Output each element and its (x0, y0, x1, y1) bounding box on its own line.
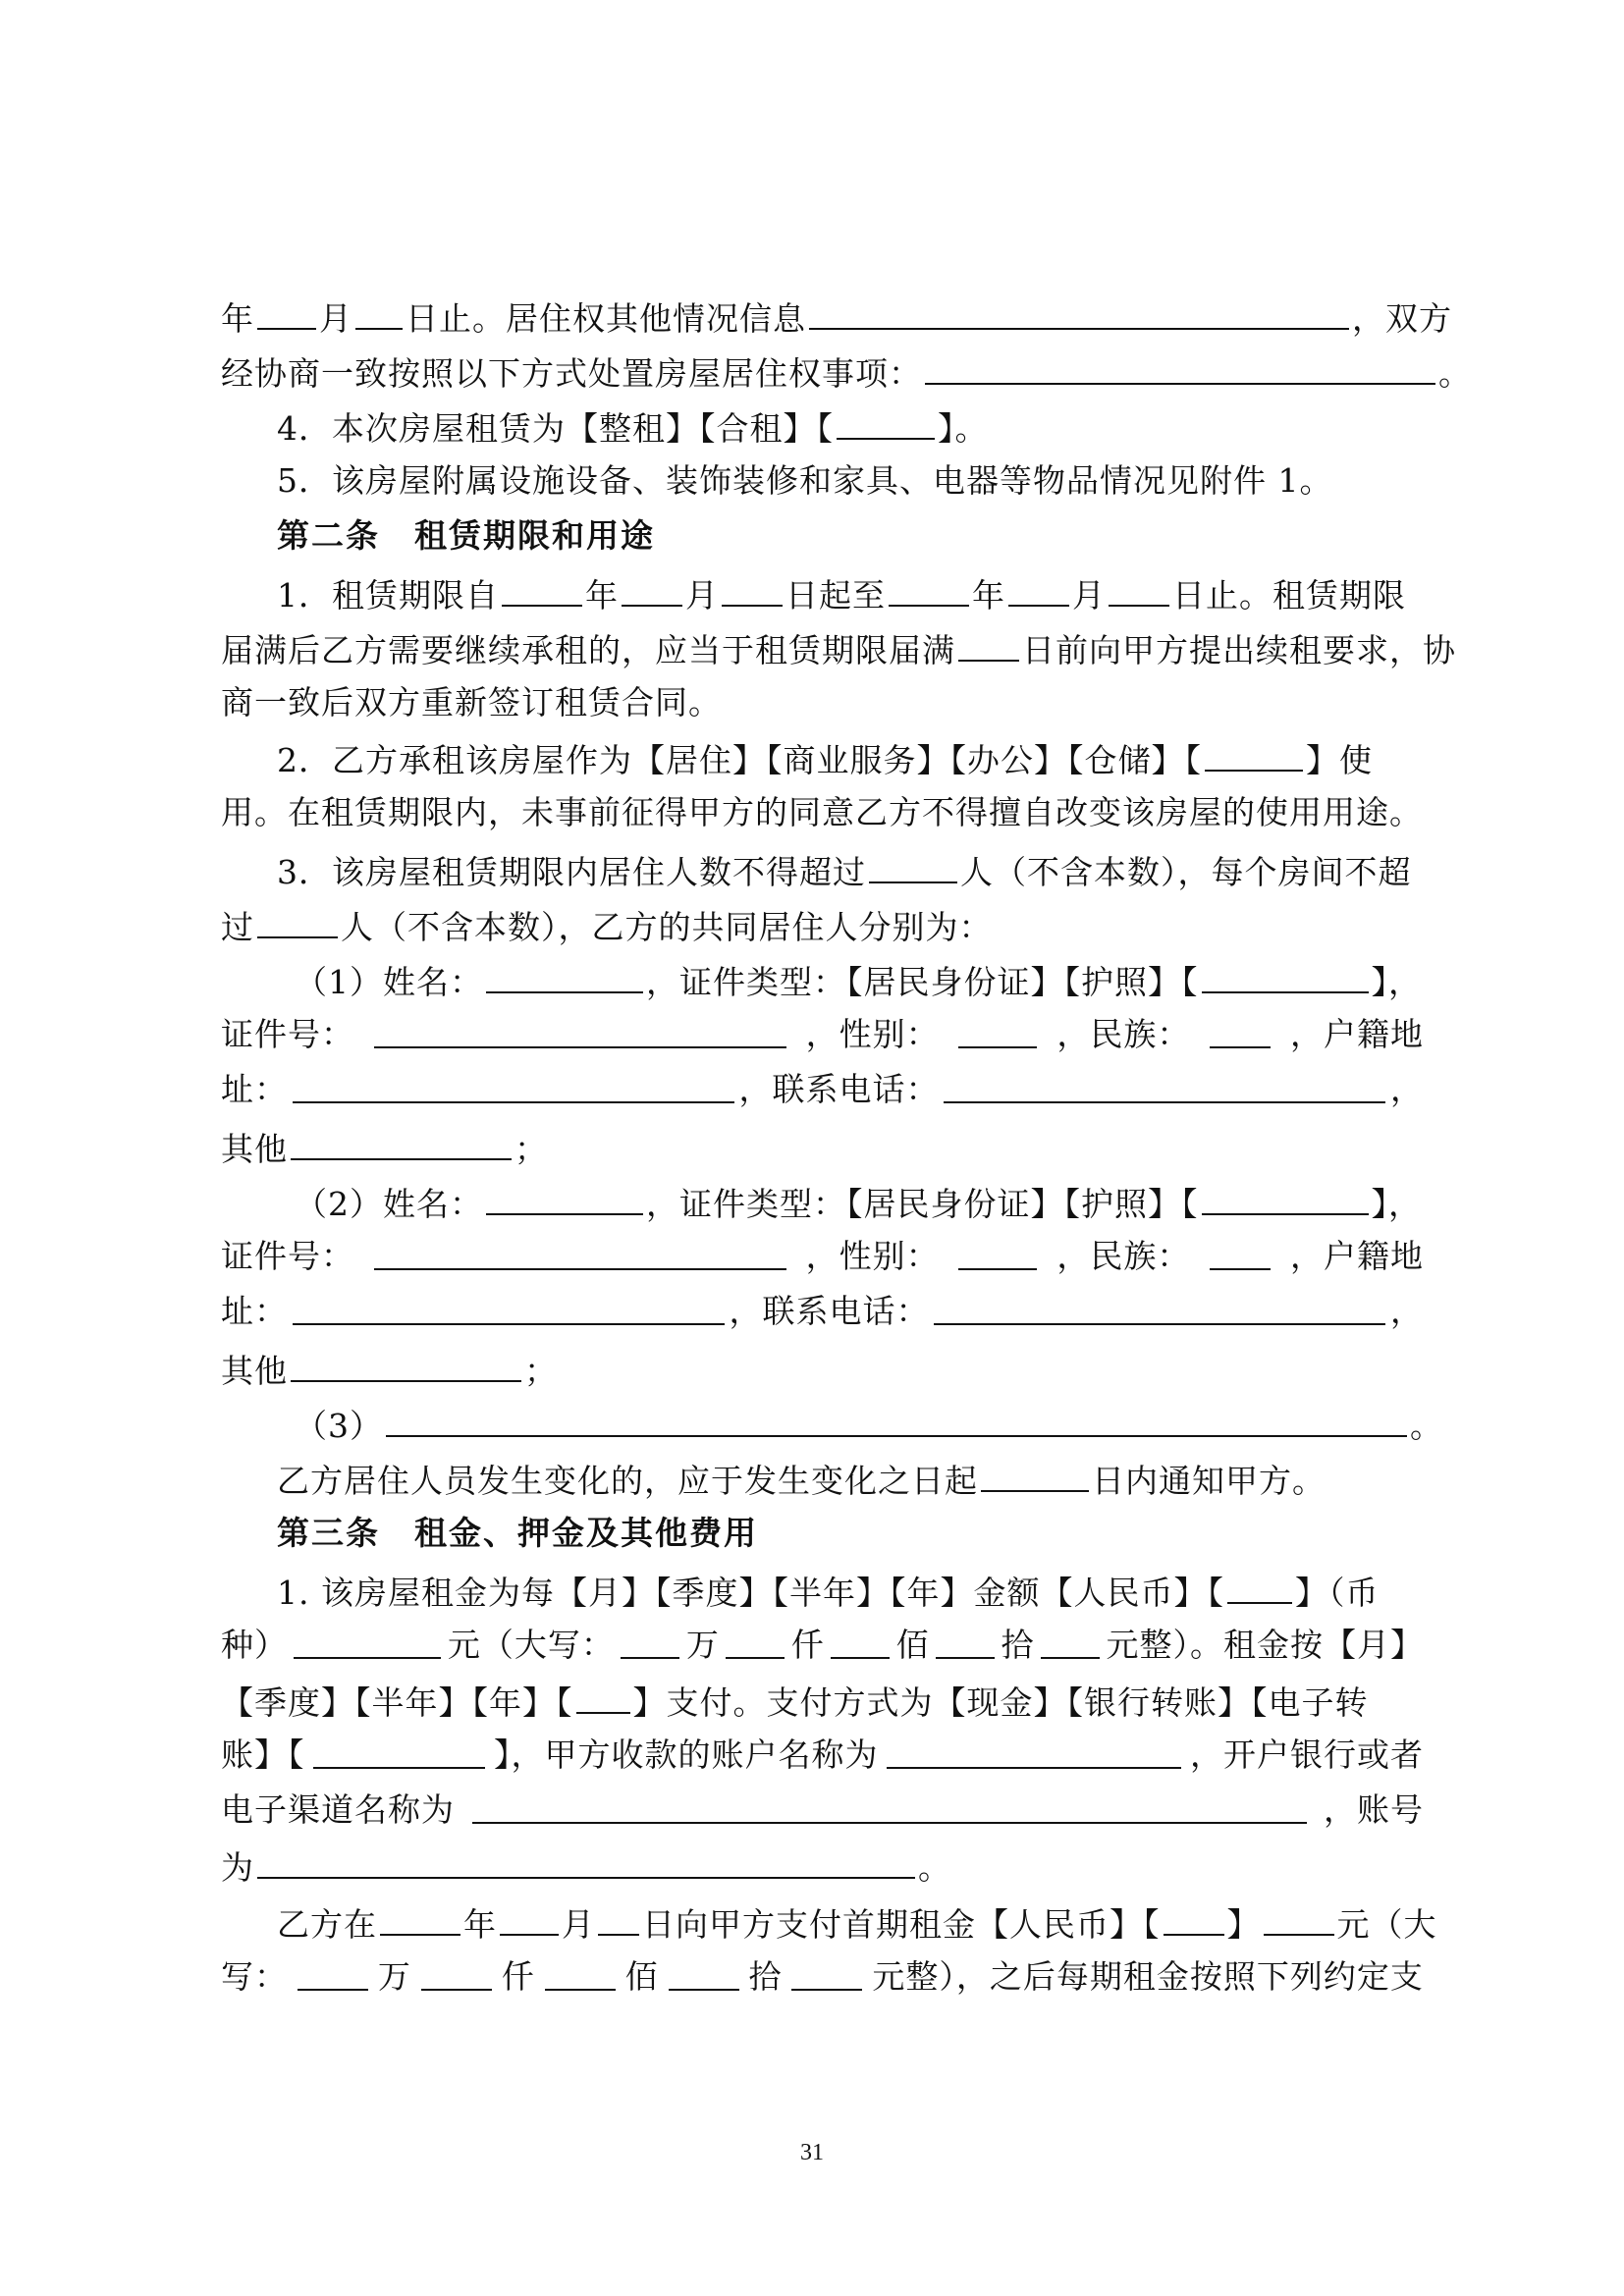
text-line: 址： ，联系电话： ， (221, 1062, 1424, 1117)
blank-field[interactable] (502, 565, 582, 607)
list-item: 3．该房屋租赁期限内居住人数不得超过 人（不含本数），每个房间不超 (277, 842, 1424, 897)
text-line: 其他 ； (221, 1119, 1424, 1174)
blank-field[interactable] (291, 1119, 512, 1160)
blank-field[interactable] (1264, 1895, 1334, 1936)
blank-field[interactable] (1041, 1618, 1100, 1659)
text-line: 用。在租赁期限内，未事前征得甲方的同意乙方不得擅自改变该房屋的使用用途。 (221, 793, 1423, 831)
blank-field[interactable] (293, 1284, 725, 1325)
blank-field[interactable] (1202, 952, 1369, 993)
text-line: 过 人（不含本数），乙方的共同居住人分别为： (221, 897, 1424, 952)
blank-field[interactable] (293, 1062, 734, 1103)
text-line: 年 月 日止。居住权其他情况信息 ，双方 (221, 289, 1424, 344)
list-item: 1. 该房屋租金为每【月】【季度】【半年】【年】金额【人民币】【 】（币 (277, 1563, 1424, 1618)
blank-field[interactable] (791, 1949, 862, 1991)
text-line: 电子渠道名称为 ，账号 (221, 1783, 1424, 1838)
cohabitant-entry: （2）姓名： ，证件类型：【居民身份证】【护照】【 】， (295, 1174, 1424, 1229)
blank-field[interactable] (486, 1174, 643, 1215)
blank-field[interactable] (598, 1895, 639, 1936)
list-item: 1．租赁期限自 年 月 日起至 年 月 日止。租赁期限 (277, 565, 1424, 620)
text-line: 账】【 】，甲方收款的账户名称为 ，开户银行或者 (221, 1728, 1424, 1783)
blank-field[interactable] (294, 1618, 441, 1659)
blank-field[interactable] (944, 1062, 1385, 1103)
blank-field[interactable] (257, 289, 316, 330)
section-heading: 第二条 租赁期限和用途 (277, 516, 655, 555)
blank-field[interactable] (622, 565, 682, 607)
blank-field[interactable] (1227, 1563, 1292, 1604)
blank-field[interactable] (472, 1783, 1307, 1824)
text-line: 为 。 (221, 1838, 1424, 1893)
list-item: 2．乙方承租该房屋作为【居住】【商业服务】【办公】【仓储】【 】使 (277, 730, 1424, 785)
text-line: 证件号： ，性别： ，民族： ，户籍地 (221, 1229, 1424, 1284)
blank-field[interactable] (576, 1673, 630, 1714)
blank-field[interactable] (1205, 730, 1303, 772)
blank-field[interactable] (809, 289, 1349, 330)
blank-field[interactable] (1210, 1229, 1271, 1270)
blank-field[interactable] (958, 620, 1019, 662)
blank-field[interactable] (386, 1396, 1407, 1437)
text-line: 证件号： ，性别： ，民族： ，户籍地 (221, 1007, 1424, 1062)
blank-field[interactable] (958, 1007, 1037, 1048)
blank-field[interactable] (889, 565, 969, 607)
blank-field[interactable] (298, 1949, 368, 1991)
text-line: 其他 ； (221, 1341, 1424, 1396)
blank-field[interactable] (380, 1895, 460, 1936)
blank-field[interactable] (257, 1838, 915, 1879)
blank-field[interactable] (925, 344, 1435, 385)
blank-field[interactable] (500, 1895, 559, 1936)
blank-field[interactable] (1008, 565, 1069, 607)
blank-field[interactable] (421, 1949, 492, 1991)
blank-field[interactable] (257, 897, 338, 938)
blank-field[interactable] (545, 1949, 616, 1991)
cohabitant-entry: （3） 。 (295, 1396, 1424, 1451)
blank-field[interactable] (374, 1007, 786, 1048)
blank-field[interactable] (958, 1229, 1037, 1270)
blank-field[interactable] (722, 565, 783, 607)
blank-field[interactable] (355, 289, 403, 330)
blank-field[interactable] (1202, 1174, 1369, 1215)
text-line: 址： ，联系电话： ， (221, 1284, 1424, 1339)
blank-field[interactable] (981, 1451, 1089, 1492)
text-line: 商一致后双方重新签订租赁合同。 (221, 683, 722, 721)
blank-field[interactable] (374, 1229, 786, 1270)
blank-field[interactable] (869, 842, 957, 883)
blank-field[interactable] (1109, 565, 1169, 607)
section-heading: 第三条 租金、押金及其他费用 (277, 1514, 758, 1552)
blank-field[interactable] (934, 1284, 1385, 1325)
blank-field[interactable] (486, 952, 643, 993)
blank-field[interactable] (936, 1618, 995, 1659)
blank-field[interactable] (831, 1618, 890, 1659)
blank-field[interactable] (726, 1618, 785, 1659)
blank-field[interactable] (669, 1949, 739, 1991)
blank-field[interactable] (621, 1618, 679, 1659)
text-line: 写： 万 仟 佰 拾 元整），之后每期租金按照下列约定支 (221, 1949, 1424, 2004)
text-line: 乙方居住人员发生变化的，应于发生变化之日起 日内通知甲方。 (277, 1451, 1424, 1506)
text-line: 乙方在 年 月 日向甲方支付首期租金【人民币】【 】 元（大 (277, 1895, 1424, 1949)
text-line: 经协商一致按照以下方式处置房屋居住权事项： 。 (221, 344, 1424, 399)
list-item: 4．本次房屋租赁为【整租】【合租】【 】。 (277, 399, 1424, 454)
cohabitant-entry: （1）姓名： ，证件类型：【居民身份证】【护照】【 】， (295, 952, 1424, 1007)
blank-field[interactable] (1164, 1895, 1224, 1936)
blank-field[interactable] (1210, 1007, 1271, 1048)
blank-field[interactable] (837, 399, 935, 440)
blank-field[interactable] (291, 1341, 521, 1382)
list-item: 5．该房屋附属设施设备、装饰装修和家具、电器等物品情况见附件 1。 (277, 461, 1333, 500)
text-line: 届满后乙方需要继续承租的，应当于租赁期限届满 日前向甲方提出续租要求，协 (221, 620, 1424, 675)
blank-field[interactable] (313, 1728, 485, 1769)
blank-field[interactable] (887, 1728, 1181, 1769)
text-line: 【季度】【半年】【年】【 】支付。支付方式为【现金】【银行转账】【电子转 (221, 1673, 1424, 1728)
page-number: 31 (800, 2140, 824, 2165)
text-line: 种） 元（大写： 万 仟 佰 拾 元整）。租金按【月】 (221, 1618, 1424, 1673)
